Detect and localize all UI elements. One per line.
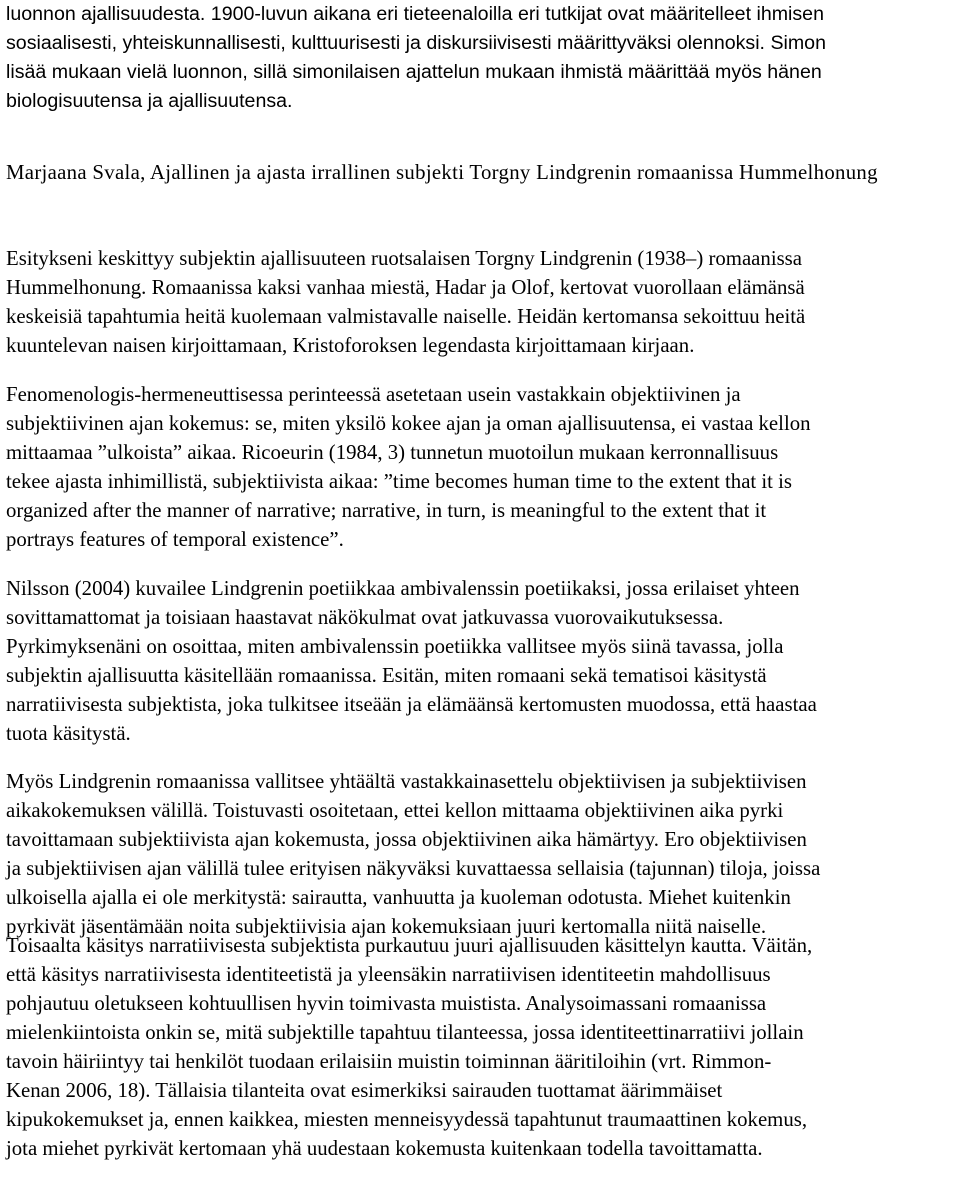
body-paragraph-2: Fenomenologis-hermeneuttisessa perinteessä asetetaan usein vastakkain objektiivinen ja subjektiivinen ajan kokemus: se, miten yksilö kokee ajan ja oman ajallisuutensa, ei vastaa kellon mittaamaa ”ulkoista” aikaa. Ricoeurin (1984, 3) tunnetun muotoilun mukaan kerronnallisuus tekee ajasta inhimillistä, subjektiivista aikaa: ”time becomes human time to the extent that it is organized after the manner of narrative; narrative, in turn, is meaningful to the extent that it portrays features of temporal existence”.	[6, 383, 811, 551]
body-paragraph-4: Myös Lindgrenin romaanissa vallitsee yhtäältä vastakkainasettelu objektiivisen ja subjektiivisen aikakokemuksen välillä. Toistuvasti osoitetaan, ettei kellon mittaama objektiivinen aika pyrki tavoittamaan subjektiivista ajan kokemusta, jossa objektiivinen aika hämärtyy. Ero objektiivisen ja subjektiivisen ajan välillä tulee erityisen näkyväksi kuvattaessa sellaisia (tajunnan) tiloja, joissa ulkoisella ajalla ei ole merkitystä: sairautta, vanhuutta ja kuoleman odotusta. Miehet kuitenkin pyrkivät jäsentämään noita subjektiivisia ajan kokemuksiaan juuri kertomalla niitä naiselle.	[6, 770, 821, 938]
document-page	[6, 0, 956, 1160]
body-paragraph-5: Toisaalta käsitys narratiivisesta subjektista purkautuu juuri ajallisuuden käsittelyn kautta. Väitän, että käsitys narratiivisesta identiteetistä ja yleensäkin narratiivisen identiteetin mahdollisuus pohjautuu oletukseen kohtuullisen hyvin toimivasta muistista. Analysoimassani romaanissa mielenkiintoista onkin se, mitä subjektille tapahtuu tilanteessa, jossa identiteettinarratiivi jollain tavoin häiriintyy tai henkilöt tuodaan erilaisiin muistin toiminnan ääritiloihin (vrt. Rimmon- Kenan 2006, 18). Tällaisia tilanteita ovat esimerkiksi sairauden tuottamat äärimmäiset kipukokemukset ja, ennen kaikkea, miesten menneisyydessä tapahtunut traumaattinen kokemus, jota miehet pyrkivät kertomaan yhä uudestaan kokemusta kuitenkaan todella tavoittamatta.	[6, 934, 813, 1160]
body-paragraph-1: Esitykseni keskittyy subjektin ajallisuuteen ruotsalaisen Torgny Lindgrenin (1938–) romaanissa Hummelhonung. Romaanissa kaksi vanhaa miestä, Hadar ja Olof, kertovat vuorollaan elämänsä keskeisiä tapahtumia heitä kuolemaan valmistavalle naiselle. Heidän kertomansa sekoittuu heitä kuuntelevan naisen kirjoittamaan, Kristoforoksen legendasta kirjoittamaan kirjaan.	[6, 247, 806, 357]
abstract-heading: Marjaana Svala, Ajallinen ja ajasta irrallinen subjekti Torgny Lindgrenin romaanissa Hummelhonung	[6, 161, 878, 184]
intro-paragraph: luonnon ajallisuudesta. 1900-luvun aikana eri tieteenaloilla eri tutkijat ovat määritelleet ihmisen sosiaalisesti, yhteiskunnallisesti, kulttuurisesti ja diskursiivisesti määrittyväksi olennoksi. Simon lisää mukaan vielä luonnon, sillä simonilaisen ajattelun mukaan ihmistä määrittää myös hänen biologisuutensa ja ajallisuutensa.	[6, 3, 826, 112]
body-paragraph-3: Nilsson (2004) kuvailee Lindgrenin poetiikkaa ambivalenssin poetiikaksi, jossa erilaiset yhteen sovittamattomat ja toisiaan haastavat näkökulmat ovat jatkuvassa vuorovaikutuksessa. Pyrkimyksenäni on osoittaa, miten ambivalenssin poetiikka vallitsee myös siinä tavassa, jolla subjektin ajallisuutta käsitellään romaanissa. Esitän, miten romaani sekä tematisoi käsitystä narratiivisesta subjektista, joka tulkitsee itseään ja elämäänsä kertomusten muodossa, että haastaa tuota käsitystä.	[6, 577, 817, 745]
